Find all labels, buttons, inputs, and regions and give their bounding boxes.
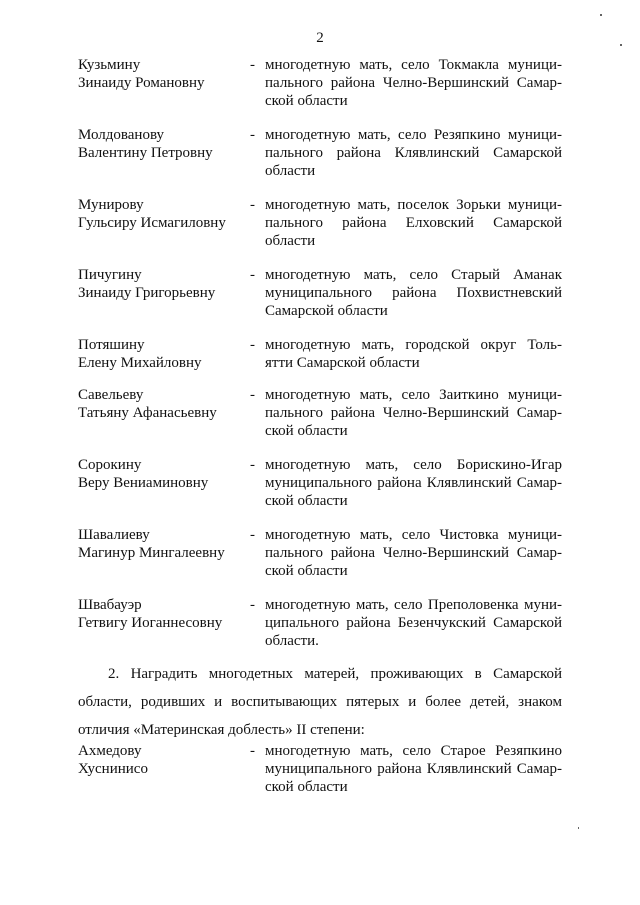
dash: - <box>250 337 255 353</box>
surname: Сорокину <box>78 457 142 473</box>
description-line: ципального района Безенчукский Самарской <box>265 615 562 631</box>
description-line: многодетную мать, село Токмакла муници- <box>265 57 562 73</box>
description-line: муниципального района Клявлинский Самар- <box>265 761 562 777</box>
paragraph-line: 2. Наградить многодетных матерей, проживающих в Самарской <box>108 666 562 682</box>
given-name: Зинаиду Григорьевну <box>78 285 216 301</box>
description-line: муниципального района Похвистневский <box>265 285 562 301</box>
description-line: многодетную мать, село Резяпкино муници- <box>265 127 562 143</box>
description-line: ской области <box>265 563 348 579</box>
given-name: Гульсиру Исмагиловну <box>78 215 226 231</box>
description-line: многодетную мать, село Борискино-Игар <box>265 457 562 473</box>
surname: Молдованову <box>78 127 165 143</box>
dash: - <box>250 743 255 759</box>
description-line: пального района Клявлинский Самарской <box>265 145 562 161</box>
description-line: многодетную мать, село Чистовка муници- <box>265 527 562 543</box>
paragraph-line: отличия «Материнская доблесть» II степени: <box>78 722 365 738</box>
given-name: Магинур Мингалеевну <box>78 545 225 561</box>
description-line: пального района Елховский Самарской <box>265 215 562 231</box>
description-line: многодетную мать, городской округ Толь- <box>265 337 562 353</box>
scan-speck <box>578 827 579 829</box>
recipient-name <box>78 196 248 232</box>
given-name: Веру Вениаминовну <box>78 475 209 491</box>
recipient-description <box>265 596 562 650</box>
surname: Швабауэр <box>78 597 142 613</box>
surname: Пичугину <box>78 267 142 283</box>
scan-speck <box>620 44 622 46</box>
recipient-description <box>265 266 562 320</box>
recipient-description <box>265 456 562 510</box>
surname: Ахмедову <box>78 743 142 759</box>
recipient-description <box>265 386 562 440</box>
recipient-name <box>78 126 248 162</box>
dash: - <box>250 127 255 143</box>
recipient-name <box>78 266 248 302</box>
description-line: Самарской области <box>265 303 388 319</box>
dash: - <box>250 457 255 473</box>
description-line: пального района Челно-Вершинский Самар- <box>265 545 562 561</box>
dash: - <box>250 527 255 543</box>
description-line: области <box>265 233 316 249</box>
surname: Потяшину <box>78 337 145 353</box>
recipient-description <box>265 742 562 796</box>
description-line: ской области <box>265 779 348 795</box>
description-line: ской области <box>265 423 348 439</box>
dash: - <box>250 387 255 403</box>
given-name: Хуснинисо <box>78 761 148 777</box>
page-number: 2 <box>316 30 324 46</box>
surname: Савельеву <box>78 387 144 403</box>
recipient-description <box>265 336 562 372</box>
recipient-name <box>78 336 248 372</box>
given-name: Валентину Петровну <box>78 145 213 161</box>
given-name: Зинаиду Романовну <box>78 75 205 91</box>
dash: - <box>250 597 255 613</box>
description-line: пального района Челно-Вершинский Самар- <box>265 405 562 421</box>
surname: Шавалиеву <box>78 527 150 543</box>
description-line: ской области <box>265 93 348 109</box>
scan-speck <box>600 14 602 16</box>
description-line: ской области <box>265 493 348 509</box>
recipient-name <box>78 742 248 778</box>
description-line: пального района Челно-Вершинский Самар- <box>265 75 562 91</box>
award-paragraph <box>78 660 562 744</box>
given-name: Гетвигу Иоганнесовну <box>78 615 223 631</box>
recipient-name <box>78 56 248 92</box>
recipient-name <box>78 386 248 422</box>
recipient-name <box>78 526 248 562</box>
recipient-description <box>265 196 562 250</box>
given-name: Татьяну Афанасьевну <box>78 405 217 421</box>
description-line: муниципального района Клявлинский Самар- <box>265 475 562 491</box>
surname: Мунирову <box>78 197 144 213</box>
given-name: Елену Михайловну <box>78 355 202 371</box>
dash: - <box>250 197 255 213</box>
recipient-name <box>78 596 248 632</box>
description-line: многодетную мать, село Преполовенка муни- <box>265 597 562 613</box>
recipient-name <box>78 456 248 492</box>
description-line: многодетную мать, село Старый Аманак <box>265 267 562 283</box>
description-line: ятти Самарской области <box>265 355 420 371</box>
recipient-description <box>265 126 562 180</box>
recipient-description <box>265 56 562 110</box>
recipient-description <box>265 526 562 580</box>
description-line: области. <box>265 633 319 649</box>
dash: - <box>250 57 255 73</box>
description-line: многодетную мать, село Старое Резяпкино <box>265 743 562 759</box>
description-line: многодетную мать, село Заиткино муници- <box>265 387 562 403</box>
dash: - <box>250 267 255 283</box>
description-line: области <box>265 163 316 179</box>
surname: Кузьмину <box>78 57 141 73</box>
description-line: многодетную мать, поселок Зорьки муници- <box>265 197 562 213</box>
paragraph-line: области, родивших и воспитывающих пятерых и более детей, знаком <box>78 694 562 710</box>
